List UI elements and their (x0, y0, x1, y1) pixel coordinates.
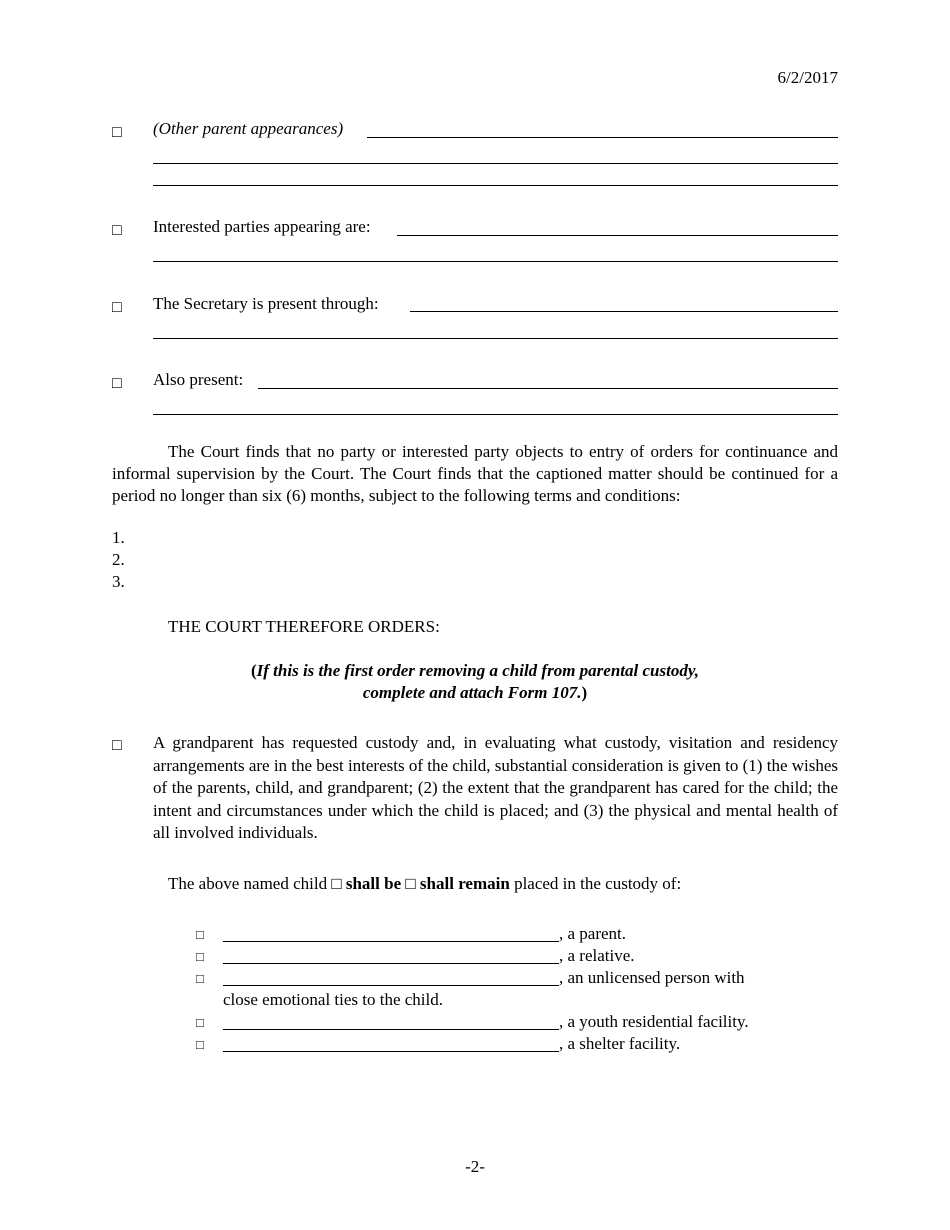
secretary-field-line-1[interactable] (410, 311, 838, 312)
custody-prefix: The above named child (168, 874, 328, 893)
shall-remain-checkbox[interactable]: □ (405, 874, 416, 893)
interested-parties-field-line-1[interactable] (397, 235, 838, 236)
note-line-2-text: complete and attach Form 107. (362, 683, 582, 702)
note-line-1-text: If this is the first order removing a child from parental custody, (256, 661, 699, 680)
interested-parties-label: Interested parties appearing are: (153, 217, 371, 236)
custody-unlicensed-field[interactable] (223, 985, 559, 986)
also-present-field-line-2[interactable] (153, 414, 838, 415)
grandparent-checkbox[interactable] (112, 735, 126, 749)
form-107-note-line-1 (112, 660, 838, 682)
shall-be-checkbox[interactable]: □ (331, 874, 342, 893)
secretary-label: The Secretary is present through: (153, 294, 379, 313)
other-parent-field-line-3[interactable] (153, 185, 838, 186)
other-parent-label: (Other parent appearances) (153, 119, 344, 138)
other-parent-checkbox[interactable] (112, 122, 126, 136)
orders-heading: THE COURT THEREFORE ORDERS: (168, 617, 440, 636)
shall-remain-label: shall remain (419, 874, 510, 893)
shall-be-label: shall be (345, 874, 402, 893)
also-present-checkbox[interactable] (112, 373, 126, 387)
secretary-checkbox[interactable] (112, 297, 126, 311)
custody-relative-field[interactable] (223, 963, 559, 964)
condition-item-1: 1. (112, 528, 125, 547)
findings-paragraph (112, 441, 838, 507)
custody-unlicensed-continuation: close emotional ties to the child. (223, 990, 444, 1009)
grandparent-paragraph: A grandparent has requested custody and, in evaluating what custody, visitation and residency arrangements are in the best interests of the child, substantial consideration is given to (1) the wishes of the parents, child, and grandparent; (2) the extent that the grandparent has cared for the child; the intent and circumstances under which the child is placed; and (3) the physical and mental health of all involved individuals. (153, 733, 839, 842)
custody-youth-facility-label: , a youth residential facility. (559, 1012, 749, 1031)
other-parent-field-line-2[interactable] (153, 163, 838, 164)
custody-shelter-label: , a shelter facility. (559, 1034, 681, 1053)
custody-relative-label: , a relative. (559, 946, 635, 965)
secretary-field-line-2[interactable] (153, 338, 838, 339)
also-present-label: Also present: (153, 370, 244, 389)
custody-shelter-checkbox[interactable]: □ (196, 1037, 204, 1052)
other-parent-field-line-1[interactable] (367, 137, 838, 138)
condition-item-2: 2. (112, 550, 125, 569)
page-number: -2- (465, 1157, 485, 1176)
form-107-note-line-2 (112, 682, 838, 704)
custody-parent-checkbox[interactable]: □ (196, 927, 204, 942)
document-date: 6/2/2017 (777, 68, 838, 87)
interested-parties-field-line-2[interactable] (153, 261, 838, 262)
custody-suffix: placed in the custody of: (514, 874, 682, 893)
condition-item-3: 3. (112, 572, 125, 591)
custody-relative-checkbox[interactable]: □ (196, 949, 204, 964)
findings-text: The Court finds that no party or interested party objects to entry of orders for continuance and informal supervision by the Court. The Court finds that the captioned matter should be continued for a period no longer than six (6) months, subject to the following terms and conditions: (112, 442, 838, 505)
custody-unlicensed-label: , an unlicensed person with (559, 968, 745, 987)
custody-parent-field[interactable] (223, 941, 559, 942)
custody-shelter-field[interactable] (223, 1051, 559, 1052)
interested-parties-checkbox[interactable] (112, 220, 126, 234)
custody-unlicensed-checkbox[interactable]: □ (196, 971, 204, 986)
custody-statement (168, 874, 681, 894)
custody-youth-facility-checkbox[interactable]: □ (196, 1015, 204, 1030)
also-present-field-line-1[interactable] (258, 388, 838, 389)
custody-youth-facility-field[interactable] (223, 1029, 559, 1030)
note-paren-open: ( (250, 661, 257, 680)
note-paren-close: ) (581, 683, 588, 702)
custody-parent-label: , a parent. (559, 924, 627, 943)
